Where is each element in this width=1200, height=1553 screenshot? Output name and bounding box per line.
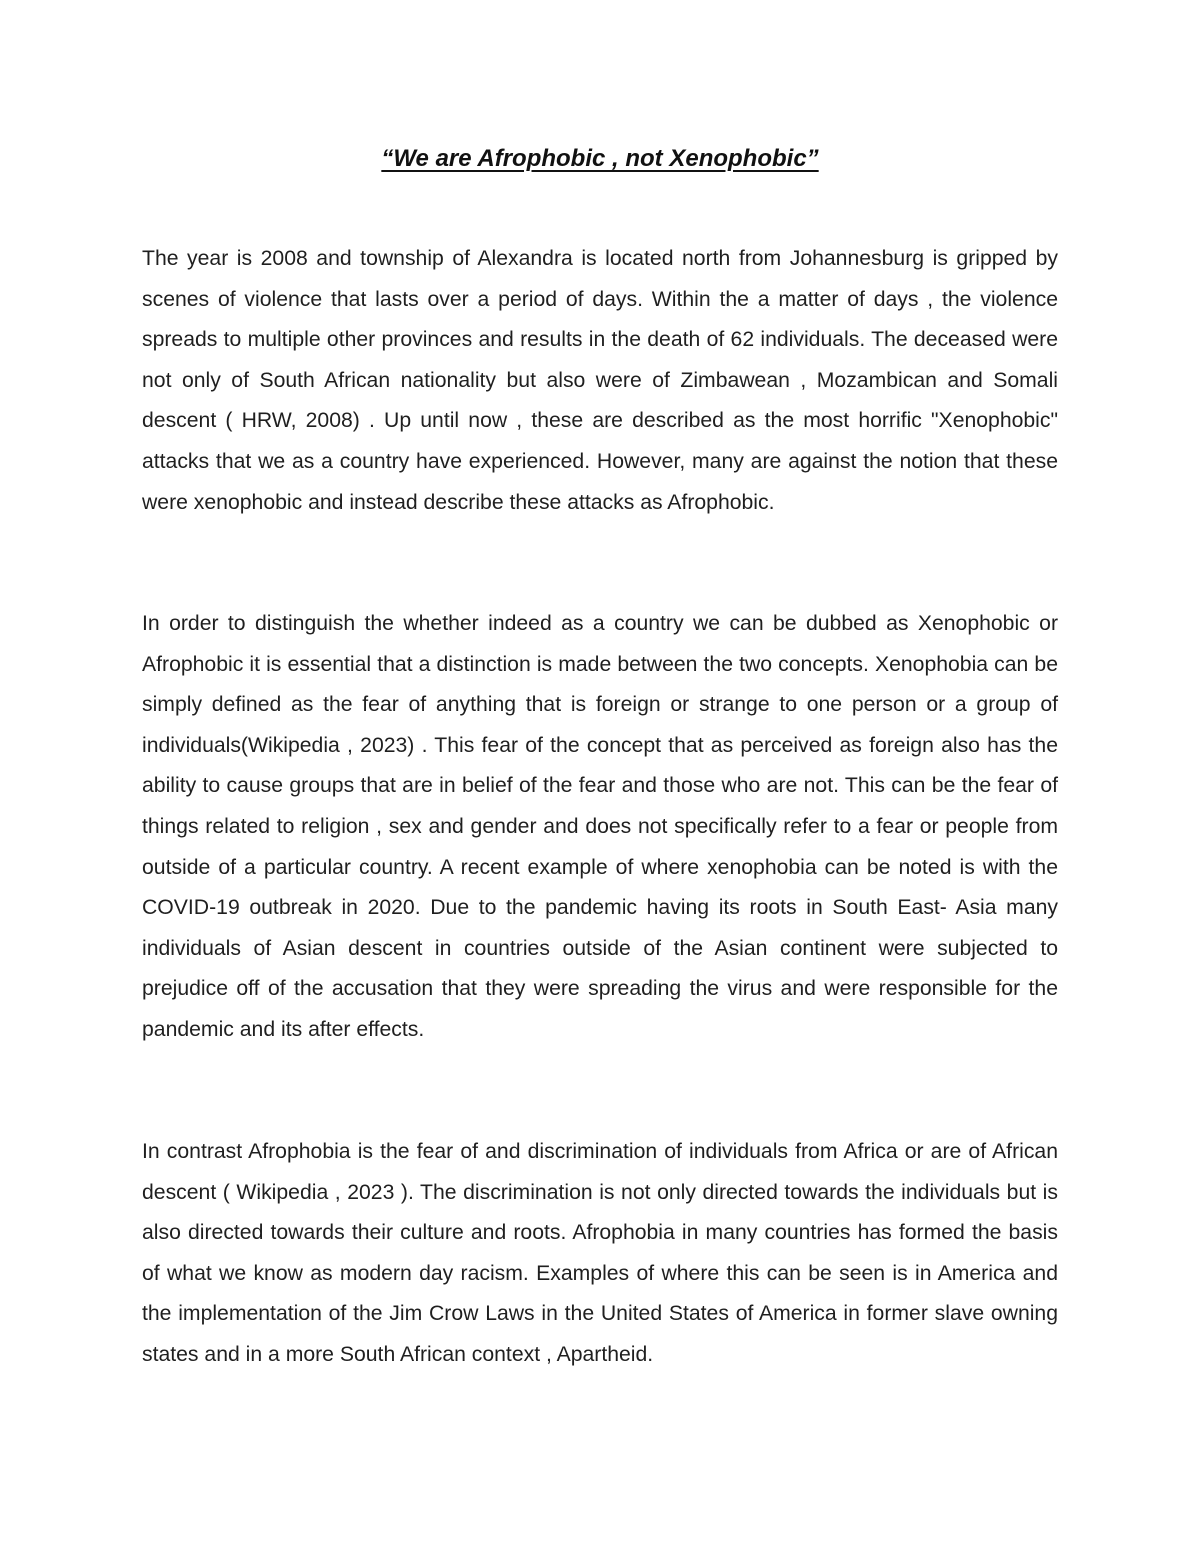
document-title: “We are Afrophobic , not Xenophobic” [381, 145, 819, 172]
paragraph-intro: The year is 2008 and township of Alexandra is located north from Johannesburg is gripped by scenes of violence that lasts over a period of days. Within the a matter of days , the violence spreads to multiple other provinces and results in the death of 62 individuals. The deceased were not only of South African nationality but also were of Zimbawean , Mozambican and Somali descent ( HRW, 2008) . Up until now , these are described as the most horrific "Xenophobic" attacks that we as a country have experienced. However, many are against the notion that these were xenophobic and instead describe these attacks as Afrophobic. [142, 247, 1058, 514]
paragraph-xenophobia-definition: In order to distinguish the whether indeed as a country we can be dubbed as Xenophobic or Afrophobic it is essential that a distinction is made between the two concepts. Xenophobia can be simply defined as the fear of anything that is foreign or strange to one person or a group of individuals(Wikipedia , 2023) . This fear of the concept that as perceived as foreign also has the ability to cause groups that are in belief of the fear and those who are not. This can be the fear of things related to religion , sex and gender and does not specifically refer to a fear or people from outside of a particular country. A recent example of where xenophobia can be noted is with the COVID-19 outbreak in 2020. Due to the pandemic having its roots in South East- Asia many individuals of Asian descent in countries outside of the Asian continent were subjected to prejudice off of the accusation that they were spreading the virus and were responsible for the pandemic and its after effects. [142, 612, 1058, 1041]
paragraph-afrophobia-definition: In contrast Afrophobia is the fear of and discrimination of individuals from Africa or are of African descent ( Wikipedia , 2023 ). The discrimination is not only directed towards the individuals but is also directed towards their culture and roots. Afrophobia in many countries has formed the basis of what we know as modern day racism. Examples of where this can be seen is in America and the implementation of the Jim Crow Laws in the United States of America in former slave owning states and in a more South African context , Apartheid. [142, 1140, 1058, 1366]
